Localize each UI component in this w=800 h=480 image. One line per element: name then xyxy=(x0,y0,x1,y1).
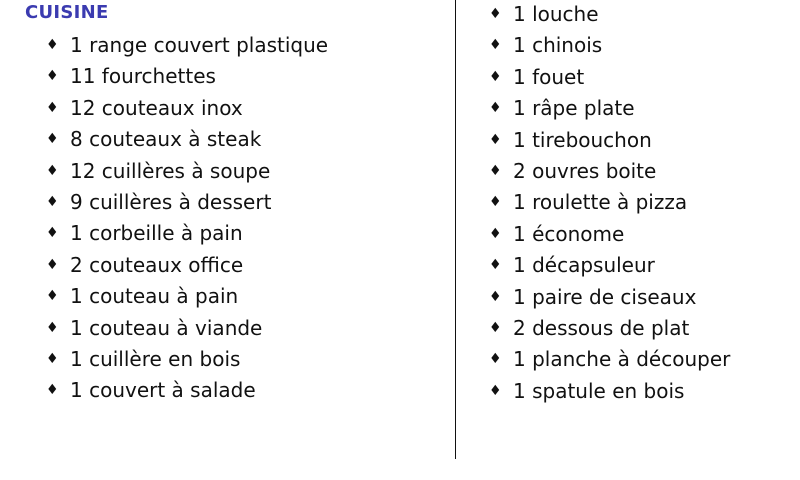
diamond-bullet-icon: ♦ xyxy=(46,225,59,242)
list-item-text: 12 cuillères à soupe xyxy=(70,158,271,183)
diamond-bullet-icon: ♦ xyxy=(46,99,59,116)
list-item-text: 1 planche à découper xyxy=(513,347,731,372)
diamond-bullet-icon: ♦ xyxy=(46,350,59,367)
list-item xyxy=(46,316,328,347)
list-item-text: 1 paire de ciseaux xyxy=(513,284,697,309)
list-item xyxy=(489,128,730,159)
diamond-bullet-icon: ♦ xyxy=(46,162,59,179)
diamond-bullet-icon: ♦ xyxy=(46,319,59,336)
list-item xyxy=(46,33,328,64)
diamond-bullet-icon: ♦ xyxy=(46,382,59,399)
list-item-text: 8 couteaux à steak xyxy=(70,127,262,152)
list-item-text: 11 fourchettes xyxy=(70,64,216,89)
diamond-bullet-icon: ♦ xyxy=(489,194,502,211)
list-item xyxy=(489,2,730,33)
section-title: CUISINE xyxy=(25,2,109,23)
list-item xyxy=(489,285,730,316)
list-item-text: 1 range couvert plastique xyxy=(70,33,329,57)
list-item-text: 2 ouvres boite xyxy=(513,158,657,183)
list-item xyxy=(46,253,328,284)
list-item-text: 1 râpe plate xyxy=(513,96,635,121)
list-item xyxy=(489,347,730,378)
list-item-text: 1 couvert à salade xyxy=(70,378,256,403)
list-item xyxy=(46,127,328,158)
diamond-bullet-icon: ♦ xyxy=(489,382,502,399)
diamond-bullet-icon: ♦ xyxy=(489,225,502,242)
diamond-bullet-icon: ♦ xyxy=(46,193,59,210)
list-item-text: 1 couteau à pain xyxy=(70,284,239,309)
list-item-text: 1 roulette à pizza xyxy=(513,190,688,215)
diamond-bullet-icon: ♦ xyxy=(489,100,502,117)
diamond-bullet-icon: ♦ xyxy=(46,288,59,305)
list-item xyxy=(46,221,328,252)
column-divider xyxy=(455,0,456,459)
diamond-bullet-icon: ♦ xyxy=(46,131,59,148)
list-item-text: 12 couteaux inox xyxy=(70,95,243,120)
diamond-bullet-icon: ♦ xyxy=(489,6,502,22)
list-item-text: 9 cuillères à dessert xyxy=(70,189,272,214)
list-item xyxy=(489,96,730,127)
diamond-bullet-icon: ♦ xyxy=(489,351,502,368)
list-item-text: 1 tirebouchon xyxy=(513,127,652,152)
diamond-bullet-icon: ♦ xyxy=(46,256,59,273)
list-item xyxy=(489,222,730,253)
list-item xyxy=(489,65,730,96)
left-item-list xyxy=(46,33,328,410)
list-item-text: 1 corbeille à pain xyxy=(70,221,243,246)
list-item-text: 1 décapsuleur xyxy=(513,253,655,278)
list-item-text: 2 dessous de plat xyxy=(513,315,690,340)
list-item-text: 1 louche xyxy=(513,2,599,26)
list-item-text: 1 cuillère en bois xyxy=(70,346,241,371)
list-item-text: 2 couteaux office xyxy=(70,252,244,277)
diamond-bullet-icon: ♦ xyxy=(489,288,502,305)
list-item xyxy=(489,316,730,347)
diamond-bullet-icon: ♦ xyxy=(489,68,502,85)
list-item xyxy=(489,253,730,284)
list-item-text: 1 chinois xyxy=(513,33,603,58)
list-item xyxy=(46,378,328,409)
diamond-bullet-icon: ♦ xyxy=(489,257,502,274)
diamond-bullet-icon: ♦ xyxy=(489,131,502,148)
diamond-bullet-icon: ♦ xyxy=(489,319,502,336)
list-item xyxy=(46,96,328,127)
list-item xyxy=(489,159,730,190)
list-item xyxy=(489,33,730,64)
list-item xyxy=(46,64,328,95)
diamond-bullet-icon: ♦ xyxy=(489,162,502,179)
diamond-bullet-icon: ♦ xyxy=(46,37,59,53)
list-item-text: 1 couteau à viande xyxy=(70,315,263,340)
diamond-bullet-icon: ♦ xyxy=(46,68,59,85)
list-item-text: 1 spatule en bois xyxy=(513,378,685,403)
list-item xyxy=(489,190,730,221)
list-item xyxy=(46,159,328,190)
diamond-bullet-icon: ♦ xyxy=(489,37,502,54)
list-item xyxy=(46,190,328,221)
list-item xyxy=(489,379,730,410)
list-item-text: 1 fouet xyxy=(513,64,585,89)
list-item-text: 1 économe xyxy=(513,221,625,246)
list-item xyxy=(46,347,328,378)
list-item xyxy=(46,284,328,315)
right-item-list xyxy=(489,2,730,410)
